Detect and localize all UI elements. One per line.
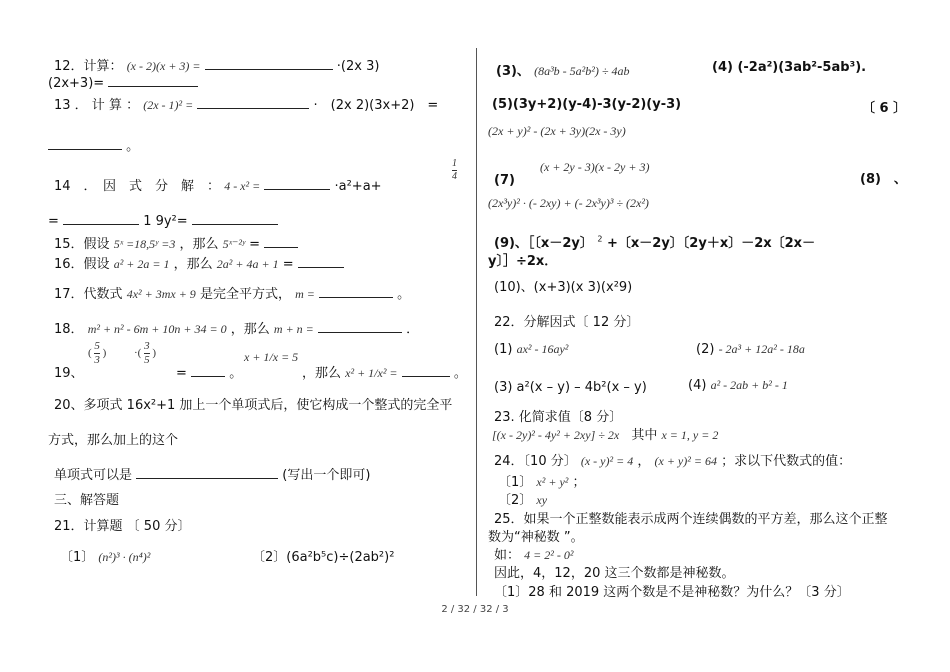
question-14: 14 ． 因 式 分 解 ： 4 - x² = ·a²+a+ (54, 179, 382, 194)
question-24: 24．〔10 分〕 (x - y)² = 4 ， (x + y)² = 64 ；求以下代数式的值： (494, 454, 852, 469)
problem-7-expr: (x + 2y - 3)(x - 2y + 3) (540, 160, 650, 174)
question-15: 15．假设 5ˣ =18,5ʸ =3 ，那么 5ˣ⁻²ʸ = (54, 233, 298, 252)
answer-blank[interactable] (192, 212, 278, 225)
question-22-2: (2) - 2a³ + 12a² - 18a (696, 342, 805, 357)
question-23: 23. 化简求值〔8 分〕 (494, 410, 623, 425)
answer-blank[interactable] (402, 364, 450, 377)
problem-10: (10)、(x+3)(x 3)(x²9) (494, 280, 633, 295)
question-25-1: 〔1〕28 和 2019 这两个数是不是神秘数？为什么？〔3 分〕 (494, 585, 850, 600)
problem-9: (9)、［〔x－2y〕 $^2$ +〔x－2y〕〔2y＋x〕－2x〔2x－ (494, 234, 816, 251)
question-13: 13 ． 计 算 ： (2x - 1)² = · (2x 2)(3x+2) = (54, 98, 439, 113)
answer-blank[interactable] (63, 212, 139, 225)
answer-blank[interactable] (264, 235, 298, 248)
question-24-1: 〔1〕 x² + y² ； (498, 475, 586, 490)
question-18: 18． m² + n² - 6m + 10n + 34 = 0 ，那么 m + n = ． (54, 322, 420, 337)
question-20-cont: 方式，那么加上的这个 (48, 433, 179, 448)
question-13-cont: 。 (48, 135, 139, 154)
answer-blank[interactable] (108, 74, 198, 87)
question-20-answer: 单项式可以是 (写出一个即可) (54, 468, 371, 483)
question-16: 16．假设 a² + 2a = 1 ，那么 2a² + 4a + 1 = (54, 253, 344, 272)
question-22: 22．分解因式〔 12 分〕 (494, 315, 640, 330)
question-14-cont: = 1 9y²= (48, 212, 278, 229)
answer-blank[interactable] (264, 177, 330, 190)
question-12: 12．计算： (x - 2)(x + 3) = ·(2x 3) (54, 59, 380, 74)
problem-8-label: (8) 、 (860, 172, 907, 187)
problem-6-label: 〔 6 〕 (862, 101, 907, 116)
question-25-example: 如： 4 = 2² - 0² (494, 548, 574, 563)
question-20: 20、多项式 16x²+1 加上一个单项式后，使它构成一个整式的完全平 (54, 398, 453, 413)
question-19-part2: x + 1/x = 5 (244, 350, 299, 364)
question-21-2: 〔2〕(6a²b⁵c)÷(2ab²)² (252, 550, 395, 565)
question-24-2: 〔2〕 xy (498, 493, 548, 508)
fraction-five-thirds: ( $\frac{5}{3}$ ) (88, 340, 107, 366)
answer-blank[interactable] (205, 57, 333, 70)
question-19-label: 19、 (54, 366, 84, 381)
problem-3: (3)、 (8a³b - 5a²b²) ÷ 4ab (496, 64, 630, 79)
problem-6: (2x + y)² - (2x + 3y)(2x - 3y) (488, 124, 626, 138)
question-19-part2-answer: ，那么 x² + 1/x² = 。 (302, 366, 467, 381)
question-25-cont: 数为“神秘数 ”。 (488, 530, 584, 545)
question-25-note: 因此，4，12，20 这三个数都是神秘数。 (494, 566, 735, 581)
question-22-4: (4) a² - 2ab + b² - 1 (688, 378, 788, 393)
problem-9-cont: y〕］÷2x． (488, 254, 558, 269)
question-17: 17．代数式 4x² + 3mx + 9 是完全平方式， m = 。 (54, 287, 411, 302)
question-22-1: (1) ax² - 16ay² (494, 342, 569, 357)
fraction-one-quarter: 1 4 (452, 158, 457, 182)
answer-blank[interactable] (298, 255, 344, 268)
answer-blank[interactable] (197, 96, 309, 109)
answer-blank[interactable] (48, 137, 122, 150)
problem-4: (4) (-2a²)(3ab²-5ab³). (712, 60, 867, 75)
problem-8: (2x³y)² · (- 2xy) + (- 2x³y)³ ÷ (2x²) (488, 196, 649, 210)
question-19-answer: = 。 (176, 366, 243, 381)
answer-blank[interactable] (318, 320, 402, 333)
page-footer: 2 / 32 / 32 / 3 (441, 604, 509, 615)
column-divider (476, 48, 477, 596)
problem-5: (5)(3y+2)(y-4)-3(y-2)(y-3) (492, 97, 682, 112)
question-22-3: (3) a²(x – y) – 4b²(x – y) (494, 380, 647, 395)
question-21-1: 〔1〕 (n²)³ · (n⁴)² (60, 550, 151, 565)
fraction-three-fifths: ·( $\frac{3}{5}$ ) (134, 340, 156, 366)
answer-blank[interactable] (191, 364, 225, 377)
question-23-expr: [(x - 2y)² - 4y² + 2xy] ÷ 2x 其中 x = 1, y = 2 (492, 428, 719, 443)
section-3-heading: 三、解答题 (54, 493, 120, 508)
answer-blank[interactable] (136, 466, 278, 479)
problem-7: (7) (494, 173, 515, 188)
answer-blank[interactable] (319, 285, 393, 298)
question-12-cont: (2x+3)= (48, 74, 198, 91)
question-25: 25．如果一个正整数能表示成两个连续偶数的平方差，那么这个正整 (494, 512, 888, 527)
question-21: 21．计算题 〔 50 分〕 (54, 519, 191, 534)
